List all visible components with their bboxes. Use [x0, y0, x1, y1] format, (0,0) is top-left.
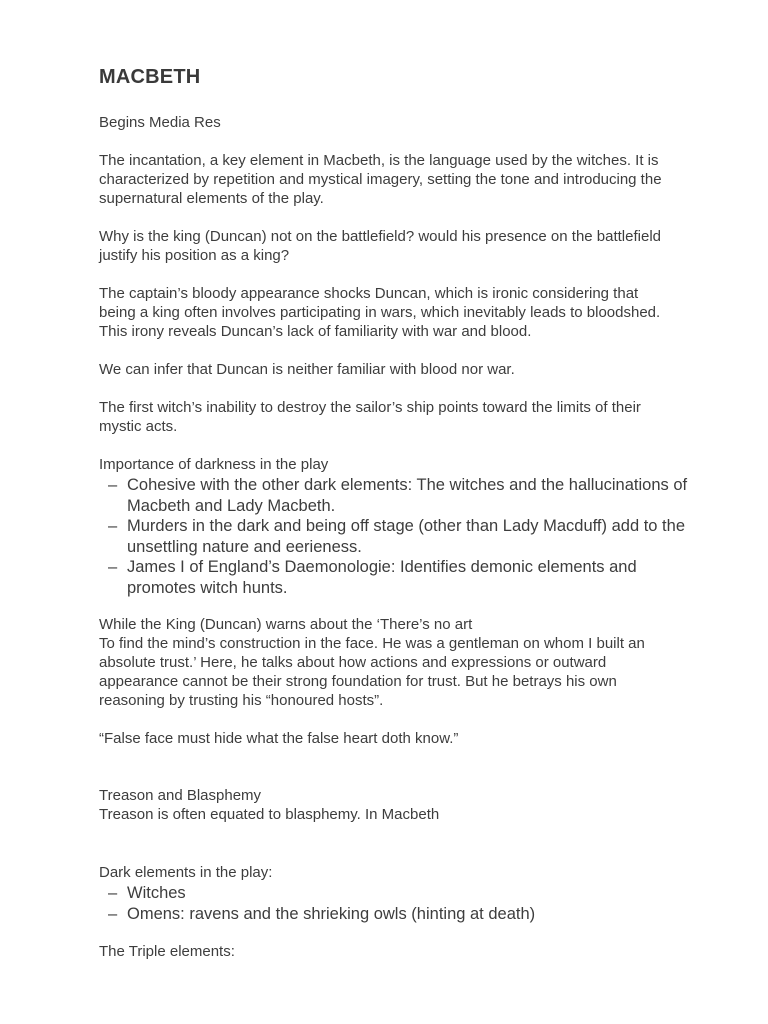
- quote-false-face: “False face must hide what the false heart doth know.”: [99, 730, 459, 747]
- paragraph-captain: The captain’s bloody appearance shocks Duncan, which is ironic considering that being a king often involves participating in wars, which inevitably leads to bloodshed. This irony reveals Duncan’s lack of familiarity with war and blood.: [99, 285, 661, 340]
- treason-heading: Treason and Blasphemy: [99, 787, 262, 804]
- paragraph-no-art-rest: To find the mind’s construction in the face. He was a gentleman on whom I built an absolute trust.’ Here, he talks about how actions and expressions or outward appearance cannot be their strong foundation for trust. But he betrays his own reasoning by trusting his “honoured hosts”.: [99, 635, 645, 709]
- list-item: – Witches: [108, 884, 186, 902]
- paragraph-incantation: The incantation, a key element in Macbeth, is the language used by the witches. It is characterized by repetition and mystical imagery, setting the tone and introducing the supernatural elements of the play.: [99, 152, 662, 207]
- dash-bullet: –: [108, 517, 118, 535]
- dark-elements-list: [108, 883, 688, 924]
- paragraph-infer: We can infer that Duncan is neither familiar with blood nor war.: [99, 361, 515, 378]
- dark-elements-heading: Dark elements in the play:: [99, 864, 273, 881]
- paragraph-king-battlefield: Why is the king (Duncan) not on the battlefield? would his presence on the battlefield justify his position as a king?: [99, 228, 662, 264]
- list-item: – Cohesive with the other dark elements: The witches and the hallucinations of Macbeth and Lady Macbeth.: [108, 476, 688, 515]
- darkness-list: [108, 475, 688, 598]
- dash-bullet: –: [108, 558, 118, 576]
- list-item: – James I of England’s Daemonologie: Identifies demonic elements and promotes witch hunts.: [108, 558, 637, 597]
- treason-line: Treason is often equated to blasphemy. In Macbeth: [99, 806, 440, 823]
- list-item: – Omens: ravens and the shrieking owls (hinting at death): [108, 904, 536, 923]
- paragraph-media-res: Begins Media Res: [99, 114, 221, 131]
- dash-bullet: –: [108, 884, 118, 902]
- paragraph-no-art-line1: While the King (Duncan) warns about the ‘There’s no art: [99, 616, 473, 633]
- paragraph-first-witch: The first witch’s inability to destroy the sailor’s ship points toward the limits of their mystic acts.: [99, 399, 641, 435]
- list-item: – Murders in the dark and being off stage (other than Lady Macduff) add to the unsettling nature and eerieness.: [108, 517, 685, 556]
- triple-elements-heading: The Triple elements:: [99, 943, 235, 960]
- dash-bullet: –: [108, 476, 118, 494]
- dash-bullet: –: [108, 904, 118, 923]
- darkness-heading: Importance of darkness in the play: [99, 456, 329, 473]
- document-title: MACBETH: [99, 66, 201, 88]
